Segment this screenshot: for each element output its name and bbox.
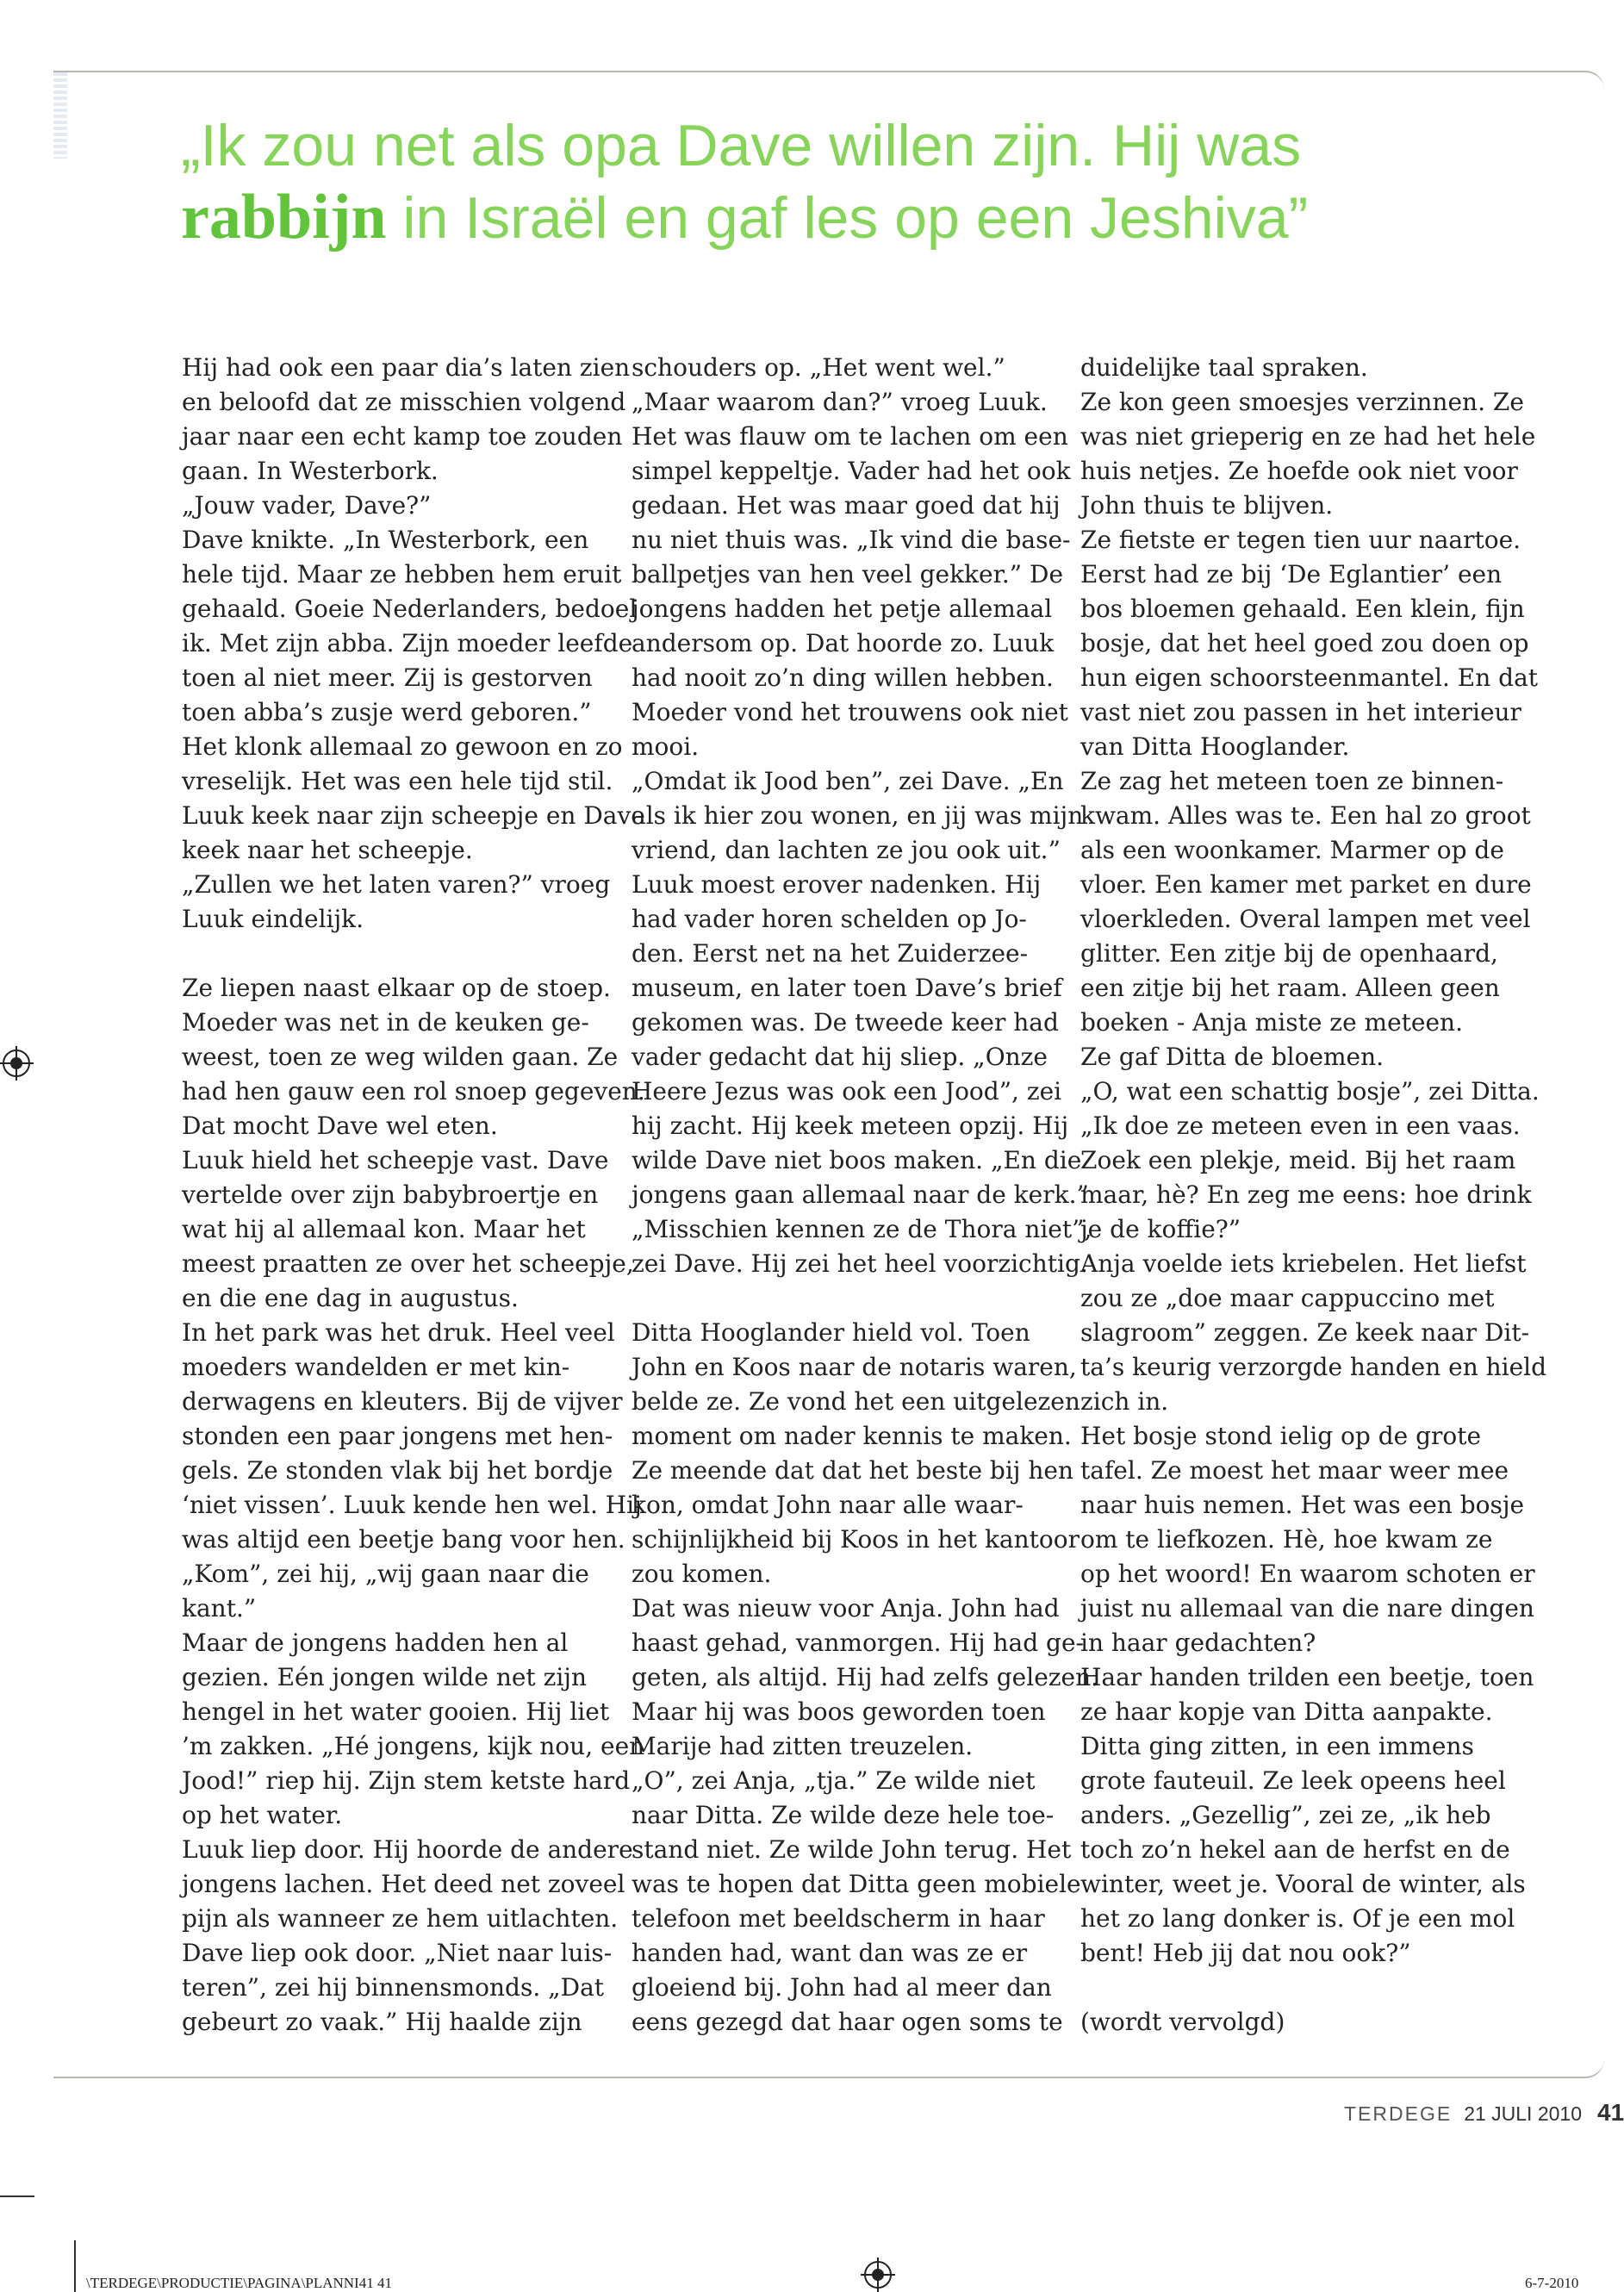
- text-line: andersom op. Dat hoorde zo. Luuk: [632, 629, 1055, 657]
- text-line: glitter. Een zitje bij de openhaard,: [1080, 939, 1498, 968]
- text-line: gaan. In Westerbork.: [182, 457, 439, 485]
- text-line: naar huis nemen. Het was een bosje: [1080, 1491, 1525, 1519]
- corner-decoration: [53, 72, 67, 159]
- text-line: Moeder was net in de keuken ge-: [182, 1008, 589, 1037]
- text-line: Ditta ging zitten, in een immens: [1080, 1732, 1474, 1760]
- text-line: tafel. Ze moest het maar weer mee: [1080, 1456, 1509, 1485]
- text-line: mooi.: [632, 732, 700, 761]
- text-line: „Omdat ik Jood ben”, zei Dave. „En: [632, 767, 1064, 795]
- text-line: huis netjes. Ze hoefde ook niet voor: [1080, 457, 1518, 485]
- text-line: vast niet zou passen in het interieur: [1080, 698, 1521, 726]
- text-line: een zitje bij het raam. Alleen geen: [1080, 974, 1500, 1002]
- text-line: het zo lang donker is. Of je een mol: [1080, 1904, 1515, 1933]
- pull-quote-keyword: rabbijn: [181, 182, 387, 252]
- text-line: boeken - Anja miste ze meteen.: [1080, 1008, 1463, 1037]
- text-line: en beloofd dat ze misschien volgend: [182, 388, 626, 416]
- text-line: toch zo’n hekel aan de herfst en de: [1080, 1835, 1510, 1864]
- text-line: hengel in het water gooien. Hij liet: [182, 1697, 610, 1726]
- text-column-3: [1080, 351, 1547, 2040]
- text-line: ’m zakken. „Hé jongens, kijk nou, een: [182, 1732, 645, 1760]
- text-line: ze haar kopje van Ditta aanpakte.: [1080, 1697, 1493, 1726]
- text-line: simpel keppeltje. Vader had het ook: [632, 457, 1071, 485]
- text-line: Ditta Hooglander hield vol. Toen: [632, 1318, 1030, 1347]
- text-line: gehaald. Goeie Nederlanders, bedoel: [182, 595, 638, 623]
- text-line: zich in.: [1080, 1387, 1169, 1416]
- text-line: moeders wandelden er met kin-: [182, 1353, 570, 1381]
- text-line: had nooit zo’n ding willen hebben.: [632, 663, 1054, 692]
- text-line: Eerst had ze bij ‘De Eglantier’ een: [1080, 560, 1503, 589]
- text-line: gekomen was. De tweede keer had: [632, 1008, 1059, 1037]
- text-line: Luuk moest erover nadenken. Hij: [632, 870, 1042, 899]
- text-line: toen abba’s zusje werd geboren.”: [182, 698, 592, 726]
- text-line: „Jouw vader, Dave?”: [182, 491, 432, 520]
- text-line: kon, omdat John naar alle waar-: [632, 1491, 1024, 1519]
- text-line: jaar naar een echt kamp toe zouden: [182, 422, 623, 451]
- text-line: om te liefkozen. Hè, hoe kwam ze: [1080, 1525, 1493, 1554]
- text-line: pijn als wanneer ze hem uitlachten.: [182, 1904, 619, 1933]
- text-line: bent! Heb jij dat nou ook?”: [1080, 1939, 1411, 1967]
- crop-mark: [74, 2240, 76, 2292]
- text-line: schouders op. „Het went wel.”: [632, 353, 1005, 382]
- text-line: en die ene dag in augustus.: [182, 1284, 519, 1312]
- text-line: „Kom”, zei hij, „wij gaan naar die: [182, 1560, 589, 1588]
- text-line: juist nu allemaal van die nare dingen: [1080, 1594, 1534, 1622]
- text-line: Anja voelde iets kriebelen. Het liefst: [1080, 1249, 1527, 1278]
- pull-quote-line2: in Israël en gaf les op een Jeshiva”: [386, 185, 1309, 251]
- text-line: keek naar het scheepje.: [182, 836, 473, 864]
- text-line: als ik hier zou wonen, en jij was mijn: [632, 801, 1084, 830]
- text-line: Dat mocht Dave wel eten.: [182, 1112, 498, 1140]
- text-line: derwagens en kleuters. Bij de vijver: [182, 1387, 623, 1416]
- text-line: Maar hij was boos geworden toen: [632, 1697, 1046, 1726]
- text-line: gezien. Eén jongen wilde net zijn: [182, 1663, 587, 1691]
- registration-mark-icon: [3, 1049, 30, 1077]
- text-line: was te hopen dat Ditta geen mobiele: [632, 1870, 1081, 1898]
- text-line: vloerkleden. Overal lampen met veel: [1080, 905, 1531, 933]
- text-line: jongens lachen. Het deed net zoveel: [182, 1870, 625, 1898]
- text-line: jongens hadden het petje allemaal: [632, 595, 1053, 623]
- text-line: duidelijke taal spraken.: [1080, 353, 1368, 382]
- text-line: „O”, zei Anja, „tja.” Ze wilde niet: [632, 1766, 1036, 1795]
- text-line: telefoon met beeldscherm in haar: [632, 1904, 1045, 1933]
- text-line: Ze meende dat dat het beste bij hen: [632, 1456, 1074, 1485]
- print-slug-date: 6-7-2010: [1525, 2275, 1579, 2291]
- text-line: hij zacht. Hij keek meteen opzij. Hij: [632, 1112, 1069, 1140]
- text-line: ik. Met zijn abba. Zijn moeder leefde: [182, 629, 633, 657]
- text-line: Hij had ook een paar dia’s laten zien: [182, 353, 631, 382]
- text-line: hun eigen schoorsteenmantel. En dat: [1080, 663, 1539, 692]
- text-line: Ze kon geen smoesjes verzinnen. Ze: [1080, 388, 1524, 416]
- text-line: was niet grieperig en ze had het hele: [1080, 422, 1536, 451]
- text-line: Het bosje stond ielig op de grote: [1080, 1422, 1482, 1450]
- text-line: in haar gedachten?: [1080, 1629, 1316, 1657]
- text-line: Dave liep ook door. „Niet naar luis-: [182, 1939, 613, 1967]
- text-line: Luuk eindelijk.: [182, 905, 364, 933]
- text-line: hele tijd. Maar ze hebben hem eruit: [182, 560, 622, 589]
- text-line: van Ditta Hooglander.: [1080, 732, 1350, 761]
- text-line: stonden een paar jongens met hen-: [182, 1422, 613, 1450]
- pull-quote: [181, 110, 1559, 254]
- text-line: Dave knikte. „In Westerbork, een: [182, 526, 589, 554]
- text-line: schijnlijkheid bij Koos in het kantoor: [632, 1525, 1080, 1554]
- text-line: nu niet thuis was. „Ik vind die base-: [632, 526, 1071, 554]
- text-line: moment om nader kennis te maken.: [632, 1422, 1072, 1450]
- text-line: wilde Dave niet boos maken. „En die: [632, 1146, 1082, 1174]
- text-line: als een woonkamer. Marmer op de: [1080, 836, 1504, 864]
- text-line: vriend, dan lachten ze jou ook uit.”: [632, 836, 1061, 864]
- text-line: ta’s keurig verzorgde handen en hield: [1080, 1353, 1547, 1381]
- text-line: gebeurt zo vaak.” Hij haalde zijn: [182, 2008, 582, 2036]
- text-line: maar, hè? En zeg me eens: hoe drink: [1080, 1180, 1532, 1209]
- text-line: grote fauteuil. Ze leek opeens heel: [1080, 1766, 1506, 1795]
- text-line: In het park was het druk. Heel veel: [182, 1318, 615, 1347]
- page-frame-bottom: [53, 2059, 1604, 2078]
- text-line: weest, toen ze weg wilden gaan. Ze: [182, 1043, 619, 1071]
- text-line: Maar de jongens hadden hen al: [182, 1629, 569, 1657]
- text-line: kwam. Alles was te. Een hal zo groot: [1080, 801, 1531, 830]
- registration-mark-icon: [864, 2261, 892, 2289]
- text-line: zou komen.: [632, 1560, 772, 1588]
- crop-mark: [0, 2195, 34, 2197]
- text-line: Ze zag het meteen toen ze binnen-: [1080, 767, 1504, 795]
- text-line: toen al niet meer. Zij is gestorven: [182, 663, 593, 692]
- magazine-name: TERDEGE: [1344, 2102, 1453, 2125]
- text-line: museum, en later toen Dave’s brief: [632, 974, 1062, 1002]
- text-line: den. Eerst net na het Zuiderzee-: [632, 939, 1029, 968]
- text-line: Luuk hield het scheepje vast. Dave: [182, 1146, 609, 1174]
- text-line: (wordt vervolgd): [1080, 2008, 1285, 2036]
- text-line: kant.”: [182, 1594, 257, 1622]
- text-line: Dat was nieuw voor Anja. John had: [632, 1594, 1060, 1622]
- text-line: Ze liepen naast elkaar op de stoep.: [182, 974, 611, 1002]
- page-frame-top: [53, 71, 1604, 90]
- text-line: vreselijk. Het was een hele tijd stil.: [182, 767, 613, 795]
- text-line: gloeiend bij. John had al meer dan: [632, 1973, 1052, 2002]
- text-line: Luuk liep door. Hij hoorde de andere: [182, 1835, 633, 1864]
- text-line: bosje, dat het heel goed zou doen op: [1080, 629, 1529, 657]
- text-line: zei Dave. Hij zei het heel voorzichtig.: [632, 1249, 1088, 1278]
- text-line: naar Ditta. Ze wilde deze hele toe-: [632, 1801, 1055, 1829]
- text-line: Haar handen trilden een beetje, toen: [1080, 1663, 1534, 1691]
- print-slug-path: \TERDEGE\PRODUCTIE\PAGINA\PLANNI41 41: [86, 2275, 392, 2291]
- text-line: je de koffie?”: [1080, 1215, 1241, 1243]
- text-line: op het water.: [182, 1801, 343, 1829]
- text-line: belde ze. Ze vond het een uitgelezen: [632, 1387, 1080, 1416]
- text-line: „Maar waarom dan?” vroeg Luuk.: [632, 388, 1048, 416]
- page-number: 41: [1597, 2099, 1624, 2126]
- text-line: gedaan. Het was maar goed dat hij: [632, 491, 1061, 520]
- text-line: had vader horen schelden op Jo-: [632, 905, 1027, 933]
- text-line: gels. Ze stonden vlak bij het bordje: [182, 1456, 613, 1485]
- text-column-2: [632, 351, 1099, 2040]
- text-line: jongens gaan allemaal naar de kerk.”: [632, 1180, 1089, 1209]
- paragraph-gap: [1080, 1971, 1528, 2005]
- text-line: meest praatten ze over het scheepje,: [182, 1249, 634, 1278]
- text-line: Het klonk allemaal zo gewoon en zo: [182, 732, 623, 761]
- text-line: zou ze „doe maar cappuccino met: [1080, 1284, 1495, 1312]
- page-footer: [1344, 2099, 1624, 2127]
- text-line: vertelde over zijn babybroertje en: [182, 1180, 599, 1209]
- text-line: ‘niet vissen’. Luuk kende hen wel. Hij: [182, 1491, 642, 1519]
- text-line: Ze fietste er tegen tien uur naartoe.: [1080, 526, 1521, 554]
- text-line: anders. „Gezellig”, zei ze, „ik heb: [1080, 1801, 1491, 1829]
- text-line: John thuis te blijven.: [1080, 491, 1334, 520]
- text-line: „Ik doe ze meteen even in een vaas.: [1080, 1112, 1521, 1140]
- text-line: slagroom” zeggen. Ze keek naar Dit-: [1080, 1318, 1530, 1347]
- text-line: teren”, zei hij binnensmonds. „Dat: [182, 1973, 605, 2002]
- text-line: „Misschien kennen ze de Thora niet”,: [632, 1215, 1092, 1243]
- text-line: Ze gaf Ditta de bloemen.: [1080, 1043, 1384, 1071]
- text-line: „Zullen we het laten varen?” vroeg: [182, 870, 611, 899]
- text-column-1: [182, 351, 645, 2040]
- text-line: stand niet. Ze wilde John terug. Het: [632, 1835, 1072, 1864]
- text-line: Moeder vond het trouwens ook niet: [632, 698, 1068, 726]
- text-line: Jood!” riep hij. Zijn stem ketste hard: [182, 1766, 631, 1795]
- text-line: Marije had zitten treuzelen.: [632, 1732, 974, 1760]
- text-line: Heere Jezus was ook een Jood”, zei: [632, 1077, 1062, 1106]
- paragraph-gap: [632, 1281, 1062, 1316]
- text-line: op het woord! En waarom schoten er: [1080, 1560, 1535, 1588]
- text-line: „O, wat een schattig bosje”, zei Ditta.: [1080, 1077, 1540, 1106]
- text-line: vader gedacht dat hij sliep. „Onze: [632, 1043, 1048, 1071]
- text-line: handen had, want dan was ze er: [632, 1939, 1028, 1967]
- text-line: bos bloemen gehaald. Een klein, fijn: [1080, 595, 1525, 623]
- text-line: was altijd een beetje bang voor hen.: [182, 1525, 625, 1554]
- issue-date: 21 JULI 2010: [1464, 2102, 1583, 2125]
- text-line: eens gezegd dat haar ogen soms te: [632, 2008, 1063, 2036]
- text-line: Luuk keek naar zijn scheepje en Dave: [182, 801, 645, 830]
- text-line: John en Koos naar de notaris waren,: [632, 1353, 1077, 1381]
- pull-quote-line1: „Ik zou net als opa Dave willen zijn. Hij was: [181, 113, 1302, 178]
- text-line: ballpetjes van hen veel gekker.” De: [632, 560, 1064, 589]
- text-line: wat hij al allemaal kon. Maar het: [182, 1215, 586, 1243]
- paragraph-gap: [182, 937, 613, 971]
- text-line: haast gehad, vanmorgen. Hij had ge-: [632, 1629, 1085, 1657]
- text-line: winter, weet je. Vooral de winter, als: [1080, 1870, 1526, 1898]
- text-line: Zoek een plekje, meid. Bij het raam: [1080, 1146, 1516, 1174]
- text-line: geten, als altijd. Hij had zelfs gelezen.: [632, 1663, 1099, 1691]
- text-line: had hen gauw een rol snoep gegeven.: [182, 1077, 645, 1106]
- text-line: vloer. Een kamer met parket en dure: [1080, 870, 1532, 899]
- text-line: Het was flauw om te lachen om een: [632, 422, 1068, 451]
